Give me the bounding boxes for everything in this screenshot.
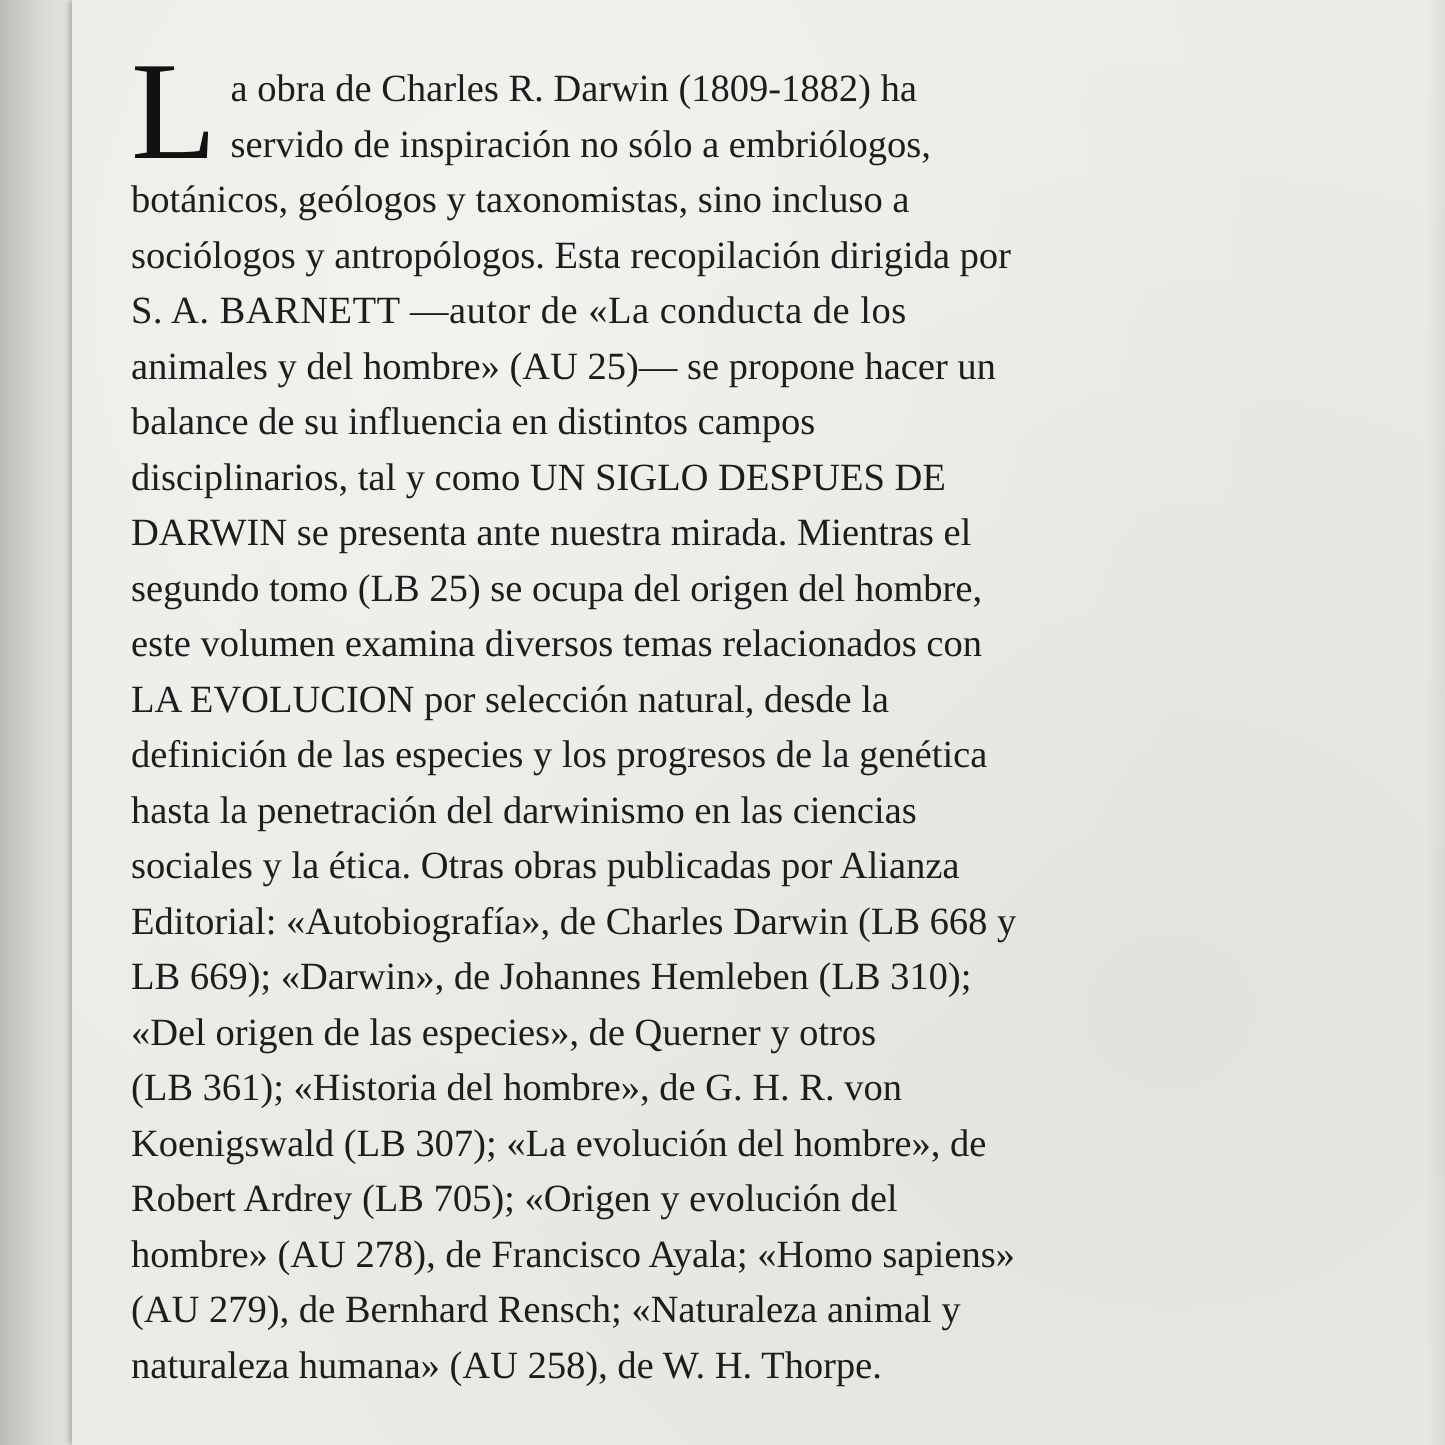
blurb-line: hasta la penetración del darwinismo en las ciencias (131, 789, 917, 832)
blurb-line: segundo tomo (LB 25) se ocupa del origen del hombre, (131, 567, 983, 610)
blurb-text (131, 34, 1191, 1394)
blurb-line: naturaleza humana» (AU 258), de W. H. Thorpe. (131, 1344, 882, 1387)
blurb-line: (AU 279), de Bernhard Rensch; «Naturaleza animal y (131, 1289, 961, 1331)
blurb-line: Koenigswald (LB 307); «La evolución del hombre», de (131, 1122, 987, 1165)
blurb-line: DARWIN se presenta ante nuestra mirada. Mientras el (131, 512, 972, 554)
blurb-line: disciplinarios, tal y como UN SIGLO DESPUES DE (131, 456, 946, 499)
blurb-line: servido de inspiración no sólo a embriólogos, (230, 123, 931, 166)
blurb-line: S. A. BARNETT —autor de «La conducta de los (131, 290, 907, 332)
blurb-line: LB 669); «Darwin», de Johannes Hemleben (LB 310); (131, 956, 972, 998)
blurb-line: botánicos, geólogos y taxonomistas, sino incluso a (131, 179, 910, 221)
blurb-line: este volumen examina diversos temas relacionados con (131, 623, 983, 665)
binding-edge (0, 0, 72, 1445)
drop-cap: L (131, 34, 217, 189)
blurb-line: «Del origen de las especies», de Querner y otros (131, 1011, 877, 1054)
blurb-line: definición de las especies y los progresos de la genética (131, 734, 988, 776)
blurb-line: balance de su influencia en distintos campos (131, 401, 816, 443)
blurb-line: (LB 361); «Historia del hombre», de G. H. R. von (131, 1067, 902, 1109)
blurb-line: Robert Ardrey (LB 705); «Origen y evolución del (131, 1178, 898, 1220)
blurb-line: hombre» (AU 278), de Francisco Ayala; «Homo sapiens» (131, 1233, 1015, 1276)
blurb-line: LA EVOLUCION por selección natural, desde la (131, 678, 890, 721)
blurb-line: Editorial: «Autobiografía», de Charles Darwin (LB 668 y (131, 900, 1017, 943)
blurb-line: a obra de Charles R. Darwin (1809-1882) ha (230, 68, 917, 110)
blurb-line: animales y del hombre» (AU 25)— se propone hacer un (131, 345, 996, 388)
page-shadow (1427, 0, 1445, 1445)
blurb-line: sociólogos y antropólogos. Esta recopilación dirigida por (131, 234, 1011, 277)
blurb-line: sociales y la ética. Otras obras publicadas por Alianza (131, 845, 960, 887)
